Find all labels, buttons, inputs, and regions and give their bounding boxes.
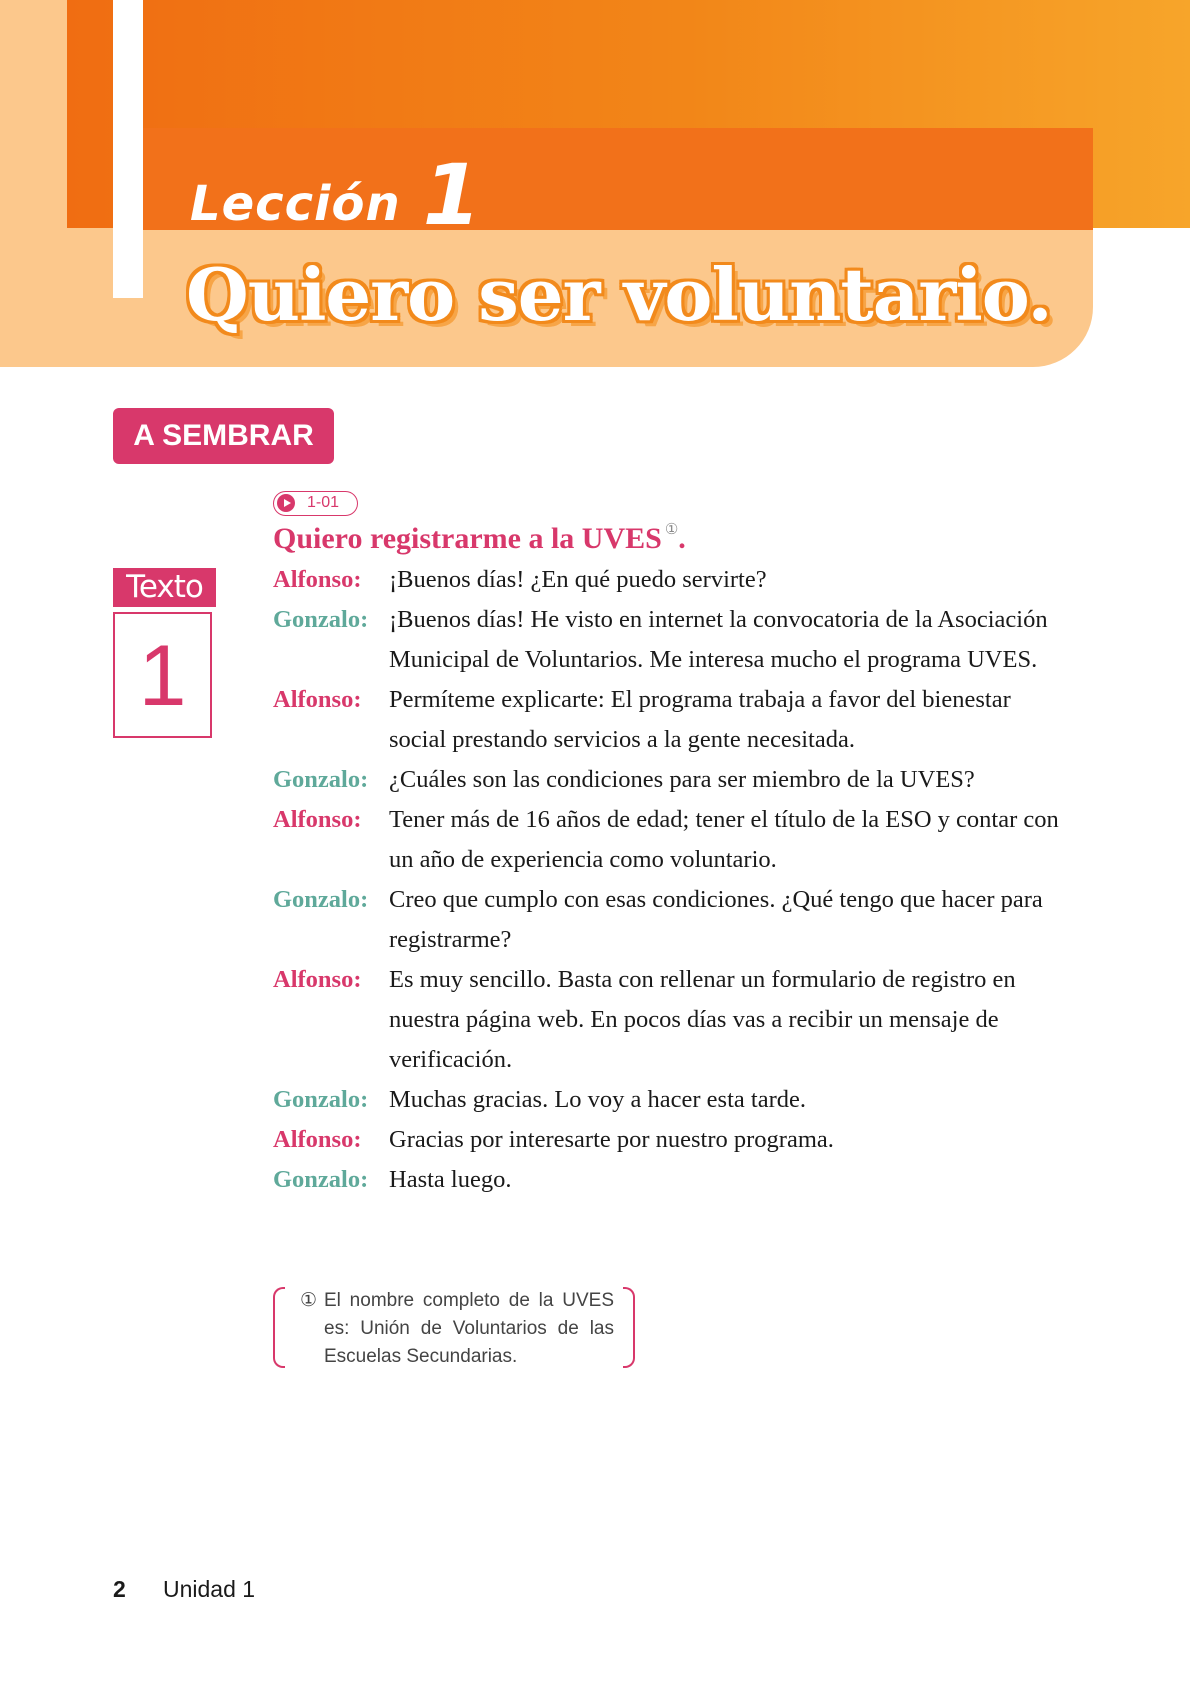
audio-track-code: 1-01 bbox=[307, 494, 340, 511]
lesson-word: Lección bbox=[190, 176, 401, 232]
speech-text: Tener más de 16 años de edad; tener el título de la ESO y contar con un año de experiencia como voluntario. bbox=[389, 806, 1059, 873]
speaker-name: Gonzalo: bbox=[273, 606, 369, 633]
dialogue-line bbox=[273, 600, 1063, 680]
dialogue-line bbox=[273, 800, 1063, 880]
unit-label: Unidad 1 bbox=[163, 1576, 256, 1602]
footnote-bracket-left bbox=[273, 1287, 285, 1368]
lesson-heading bbox=[190, 146, 482, 244]
texto-number: 1 bbox=[113, 612, 212, 738]
speaker-name: Alfonso: bbox=[273, 966, 362, 993]
speaker-name: Gonzalo: bbox=[273, 1086, 369, 1113]
speech-text: ¡Buenos días! He visto en internet la convocatoria de la Asociación Municipal de Voluntarios. Me interesa mucho el programa UVES. bbox=[389, 606, 1048, 673]
page-number: 2 bbox=[113, 1576, 126, 1602]
texto-label: Texto bbox=[113, 568, 216, 607]
dialogue-line bbox=[273, 560, 1063, 600]
speech-text: ¡Buenos días! ¿En qué puedo servirte? bbox=[389, 566, 767, 593]
footnote-text: El nombre completo de la UVES es: Unión de Voluntarios de las Escuelas Secundarias. bbox=[324, 1290, 614, 1367]
dialogue-line bbox=[273, 1160, 1063, 1200]
section-badge: A SEMBRAR bbox=[113, 408, 334, 464]
dialogue-line bbox=[273, 880, 1063, 960]
speaker-name: Gonzalo: bbox=[273, 766, 369, 793]
speech-text: Gracias por interesarte por nuestro programa. bbox=[389, 1126, 834, 1153]
footnote-bracket-right bbox=[623, 1287, 635, 1368]
play-icon[interactable] bbox=[277, 494, 295, 512]
speaker-name: Gonzalo: bbox=[273, 1166, 369, 1193]
speech-text: Es muy sencillo. Basta con rellenar un formulario de registro en nuestra página web. En pocos días vas a recibir un mensaje de verificación. bbox=[389, 966, 1016, 1073]
audio-badge[interactable] bbox=[273, 491, 358, 516]
header-white-bar bbox=[113, 0, 143, 298]
dialogue-line bbox=[273, 960, 1063, 1080]
speaker-name: Alfonso: bbox=[273, 1126, 362, 1153]
dialogue bbox=[273, 560, 1063, 1200]
speech-text: Creo que cumplo con esas condiciones. ¿Qué tengo que hacer para registrarme? bbox=[389, 886, 1043, 953]
dialogue-title-text: Quiero registrarme a la UVES bbox=[273, 522, 662, 555]
dialogue-line bbox=[273, 1120, 1063, 1160]
speaker-name: Alfonso: bbox=[273, 686, 362, 713]
speech-text: Muchas gracias. Lo voy a hacer esta tarde. bbox=[389, 1086, 806, 1113]
speaker-name: Alfonso: bbox=[273, 806, 362, 833]
dialogue-line bbox=[273, 1080, 1063, 1120]
footnote-reference-mark: ① bbox=[664, 522, 679, 538]
speaker-name: Gonzalo: bbox=[273, 886, 369, 913]
footnote-mark: ① bbox=[300, 1289, 318, 1311]
dialogue-title-end: . bbox=[678, 522, 686, 555]
footnote bbox=[273, 1287, 635, 1368]
speech-text: Hasta luego. bbox=[389, 1166, 512, 1193]
lesson-number: 1 bbox=[422, 146, 483, 244]
speaker-name: Alfonso: bbox=[273, 566, 362, 593]
lesson-title: Quiero ser voluntario. bbox=[186, 252, 1052, 337]
dialogue-line bbox=[273, 680, 1063, 760]
speech-text: Permíteme explicarte: El programa trabaja a favor del bienestar social prestando servicios a la gente necesitada. bbox=[389, 686, 1011, 753]
speech-text: ¿Cuáles son las condiciones para ser miembro de la UVES? bbox=[389, 766, 975, 793]
dialogue-line bbox=[273, 760, 1063, 800]
dialogue-title bbox=[273, 520, 686, 556]
